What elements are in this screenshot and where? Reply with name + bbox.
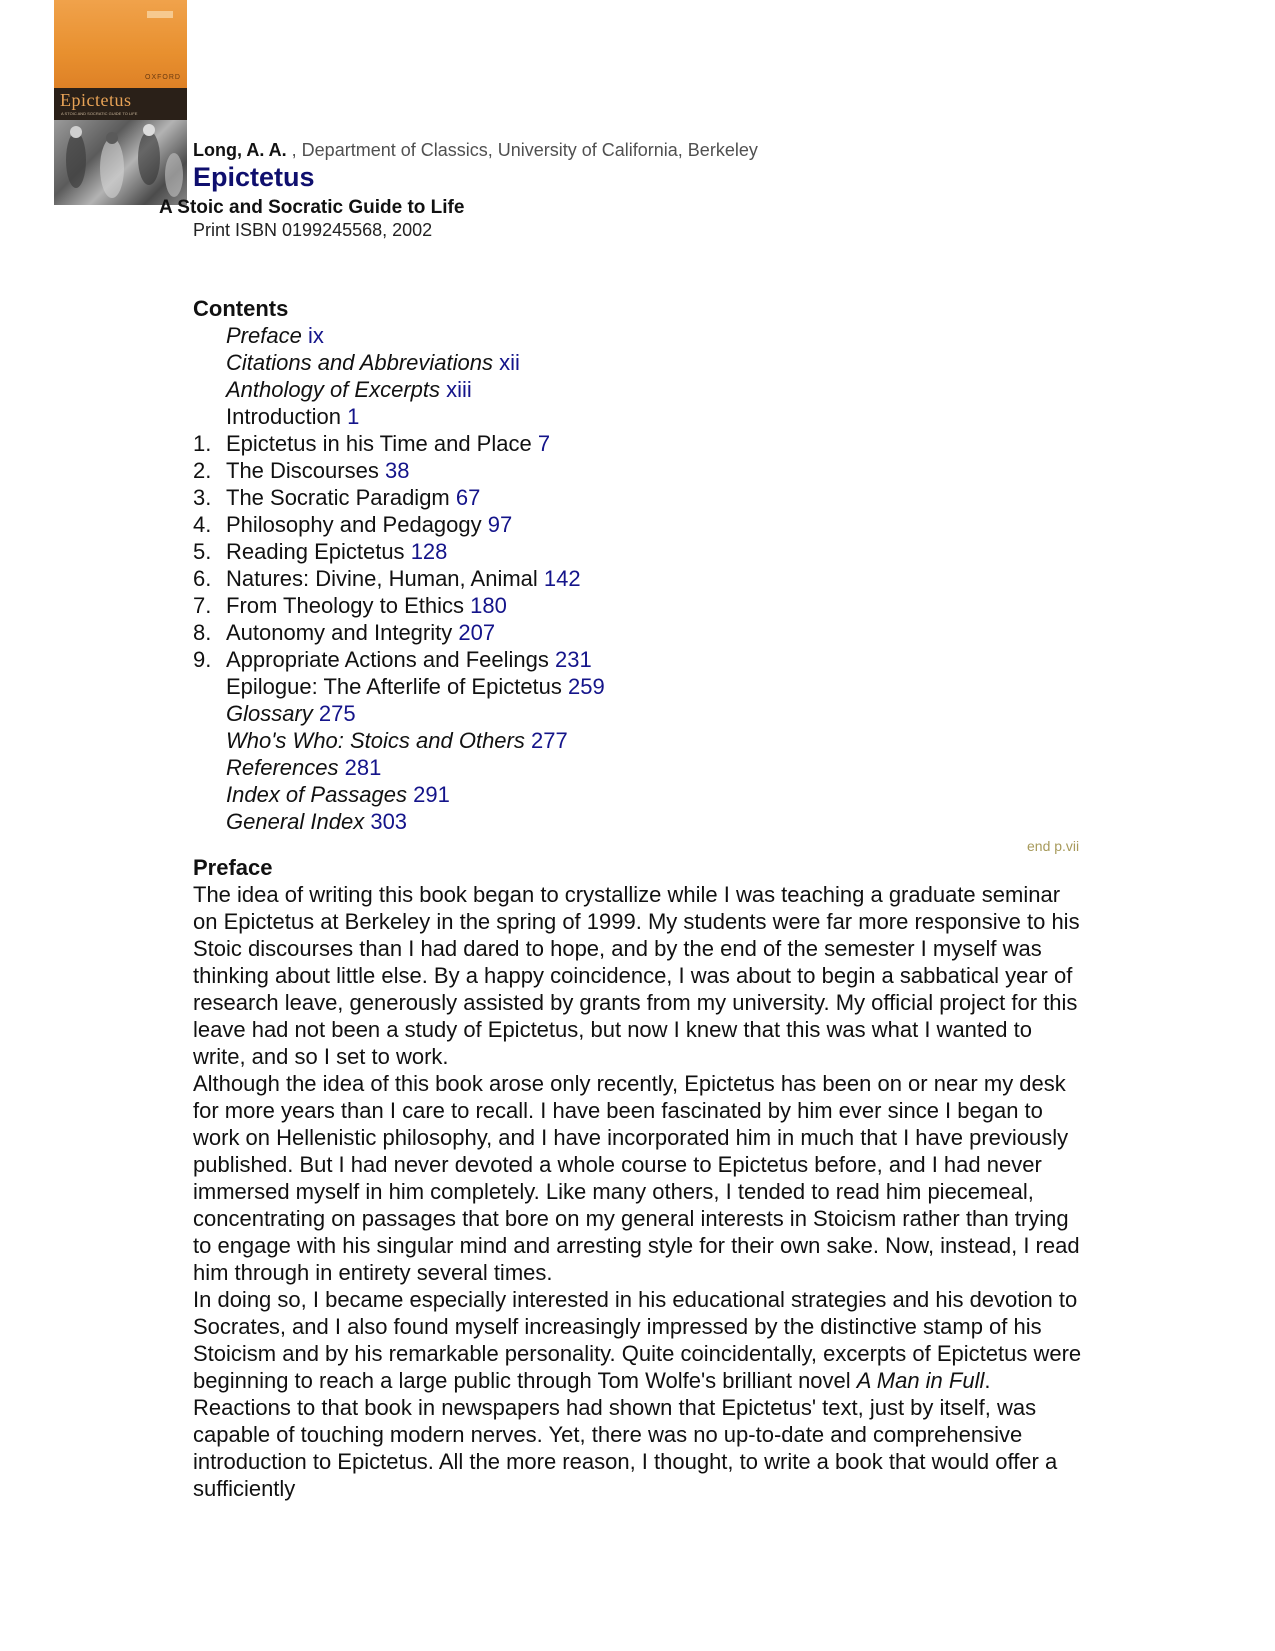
toc-page-link[interactable]: 291 xyxy=(413,782,450,807)
toc-item xyxy=(193,781,605,808)
toc-item-title: Anthology of Excerpts xyxy=(226,377,441,402)
cover-publisher-logo xyxy=(147,11,173,18)
toc-page-link[interactable]: 7 xyxy=(537,431,551,456)
toc-item xyxy=(193,646,605,673)
toc-item-number: 3. xyxy=(193,485,212,510)
toc-item-title: Epictetus in his Time and Place xyxy=(226,431,532,456)
toc-item-number: 1. xyxy=(193,431,212,456)
novel-title: A Man in Full xyxy=(856,1368,985,1393)
toc-item xyxy=(193,376,605,403)
preface-body xyxy=(193,881,1083,1502)
toc-item xyxy=(193,484,605,511)
toc-page-link[interactable]: ix xyxy=(307,323,324,348)
toc-item xyxy=(193,808,605,835)
toc-item-title: References xyxy=(226,755,339,780)
toc-page-link[interactable]: 1 xyxy=(347,404,360,429)
preface-paragraph: Although the idea of this book arose only recently, Epictetus has been on or near my desk for more years than I care to recall. I have been fascinated by him ever since I began to work on Hellenistic philosophy, and I have incorporated him in much that I have previously published. But I had never devoted a whole course to Epictetus before, and I had never immersed myself in him completely. Like many others, I tended to read him piecemeal, concentrating on passages that bore on my general interests in Stoicism rather than trying to engage with his singular mind and arresting style for their own sake. Now, instead, I read him through in entirety several times. xyxy=(193,1071,1080,1285)
toc-item xyxy=(193,619,605,646)
toc-item-title: Reading Epictetus xyxy=(226,539,405,564)
preface-text: . Reactions to that book in newspapers had shown that Epictetus' text, just by itself, was capable of touching modern nerves. Yet, there was no up-to-date and comprehensive introduction to Epictetus. All the more reason, I thought, to write a book that would offer a sufficiently xyxy=(193,1368,1058,1501)
book-title: Epictetus xyxy=(193,162,315,192)
toc-item-title: Autonomy and Integrity xyxy=(226,620,453,645)
toc-page-link[interactable]: 231 xyxy=(555,647,592,672)
toc-item xyxy=(193,673,605,700)
author-line xyxy=(193,140,758,161)
isbn-line: Print ISBN 0199245568, 2002 xyxy=(193,220,433,240)
toc-item xyxy=(193,322,605,349)
toc-item xyxy=(193,754,605,781)
toc-item xyxy=(193,457,605,484)
author-name: Long, A. A. xyxy=(193,140,287,160)
toc-page-link[interactable]: 281 xyxy=(344,755,382,780)
toc-page-link[interactable]: xiii xyxy=(446,377,472,402)
toc-item-title: Philosophy and Pedagogy xyxy=(226,512,482,537)
toc-item xyxy=(193,700,605,727)
cover-series-label: OXFORD xyxy=(145,74,181,81)
toc-item xyxy=(193,565,605,592)
toc-item-title: Introduction xyxy=(226,404,341,429)
toc-item-title: Preface xyxy=(226,323,302,348)
toc-page-link[interactable]: 259 xyxy=(568,674,605,699)
toc-page-link[interactable]: 180 xyxy=(470,593,507,618)
preface-paragraph xyxy=(193,1286,1083,1502)
book-subtitle: A Stoic and Socratic Guide to Life xyxy=(159,197,465,218)
toc-item-number: 4. xyxy=(193,512,212,537)
toc-item-title: Glossary xyxy=(226,701,313,726)
toc-item-number: 2. xyxy=(193,458,212,483)
author-affiliation: , Department of Classics, University of California, Berkeley xyxy=(291,140,758,160)
toc-item-title: The Discourses xyxy=(226,458,379,483)
toc-item xyxy=(193,592,605,619)
toc-item-number: 7. xyxy=(193,593,212,618)
preface-paragraph: The idea of writing this book began to crystallize while I was teaching a graduate seminar on Epictetus at Berkeley in the spring of 1999. My students were far more responsive to his Stoic discourses than I had dared to hope, and by the end of the semester I myself was thinking about little else. By a happy coincidence, I was about to begin a sabbatical year of research leave, generously assisted by grants from my university. My official project for this leave had not been a study of Epictetus, but now I knew that this was what I wanted to write, and so I set to work. xyxy=(193,882,1080,1069)
toc-item-number: 8. xyxy=(193,620,212,645)
toc-page-link[interactable]: 38 xyxy=(384,458,410,483)
toc-item-title: From Theology to Ethics xyxy=(226,593,465,618)
toc-item-title: The Socratic Paradigm xyxy=(226,485,450,510)
toc-item-number: 9. xyxy=(193,647,212,672)
preface-text: In doing so, I became especially interested in his educational strategies and his devotion to Socrates, and I also found myself increasingly impressed by the distinctive stamp of his Stoicism and by his remarkable personality. Quite coincidentally, excerpts of Epictetus were beginning to reach a large public through Tom Wolfe's brilliant novel xyxy=(193,1287,1082,1393)
cover-title: Epictetus xyxy=(60,90,132,110)
toc-item-title: Index of Passages xyxy=(226,782,408,807)
toc-page-link[interactable]: xii xyxy=(499,350,520,375)
toc-page-link[interactable]: 97 xyxy=(487,512,513,537)
book-cover-image[interactable] xyxy=(54,0,187,205)
cover-subtitle: A STOIC AND SOCRATIC GUIDE TO LIFE xyxy=(61,111,138,116)
cover-figures-illustration xyxy=(54,120,187,205)
toc-item-title: Appropriate Actions and Feelings xyxy=(226,647,549,672)
toc-item-title: General Index xyxy=(226,809,365,834)
toc-item-title: Natures: Divine, Human, Animal xyxy=(226,566,538,591)
toc-item xyxy=(193,538,605,565)
toc-item-title: Epilogue: The Afterlife of Epictetus xyxy=(226,674,562,699)
toc-page-link[interactable]: 67 xyxy=(455,485,481,510)
toc-page-link[interactable]: 275 xyxy=(318,701,356,726)
toc-page-link[interactable]: 277 xyxy=(531,728,568,753)
table-of-contents xyxy=(193,322,605,835)
toc-item xyxy=(193,511,605,538)
toc-item xyxy=(193,727,605,754)
page-end-marker: end p.vii xyxy=(1027,838,1080,854)
toc-item xyxy=(193,430,605,457)
preface-heading: Preface xyxy=(193,855,273,880)
toc-item xyxy=(193,403,605,430)
toc-item-number: 5. xyxy=(193,539,212,564)
contents-heading: Contents xyxy=(193,296,289,321)
toc-page-link[interactable]: 207 xyxy=(458,620,496,645)
toc-page-link[interactable]: 303 xyxy=(370,809,408,834)
toc-item-title: Who's Who: Stoics and Others xyxy=(226,728,525,753)
toc-page-link[interactable]: 142 xyxy=(543,566,581,591)
toc-item xyxy=(193,349,605,376)
toc-page-link[interactable]: 128 xyxy=(410,539,448,564)
cover-artwork xyxy=(54,120,187,205)
toc-item-title: Citations and Abbreviations xyxy=(226,350,494,375)
toc-item-number: 6. xyxy=(193,566,212,591)
